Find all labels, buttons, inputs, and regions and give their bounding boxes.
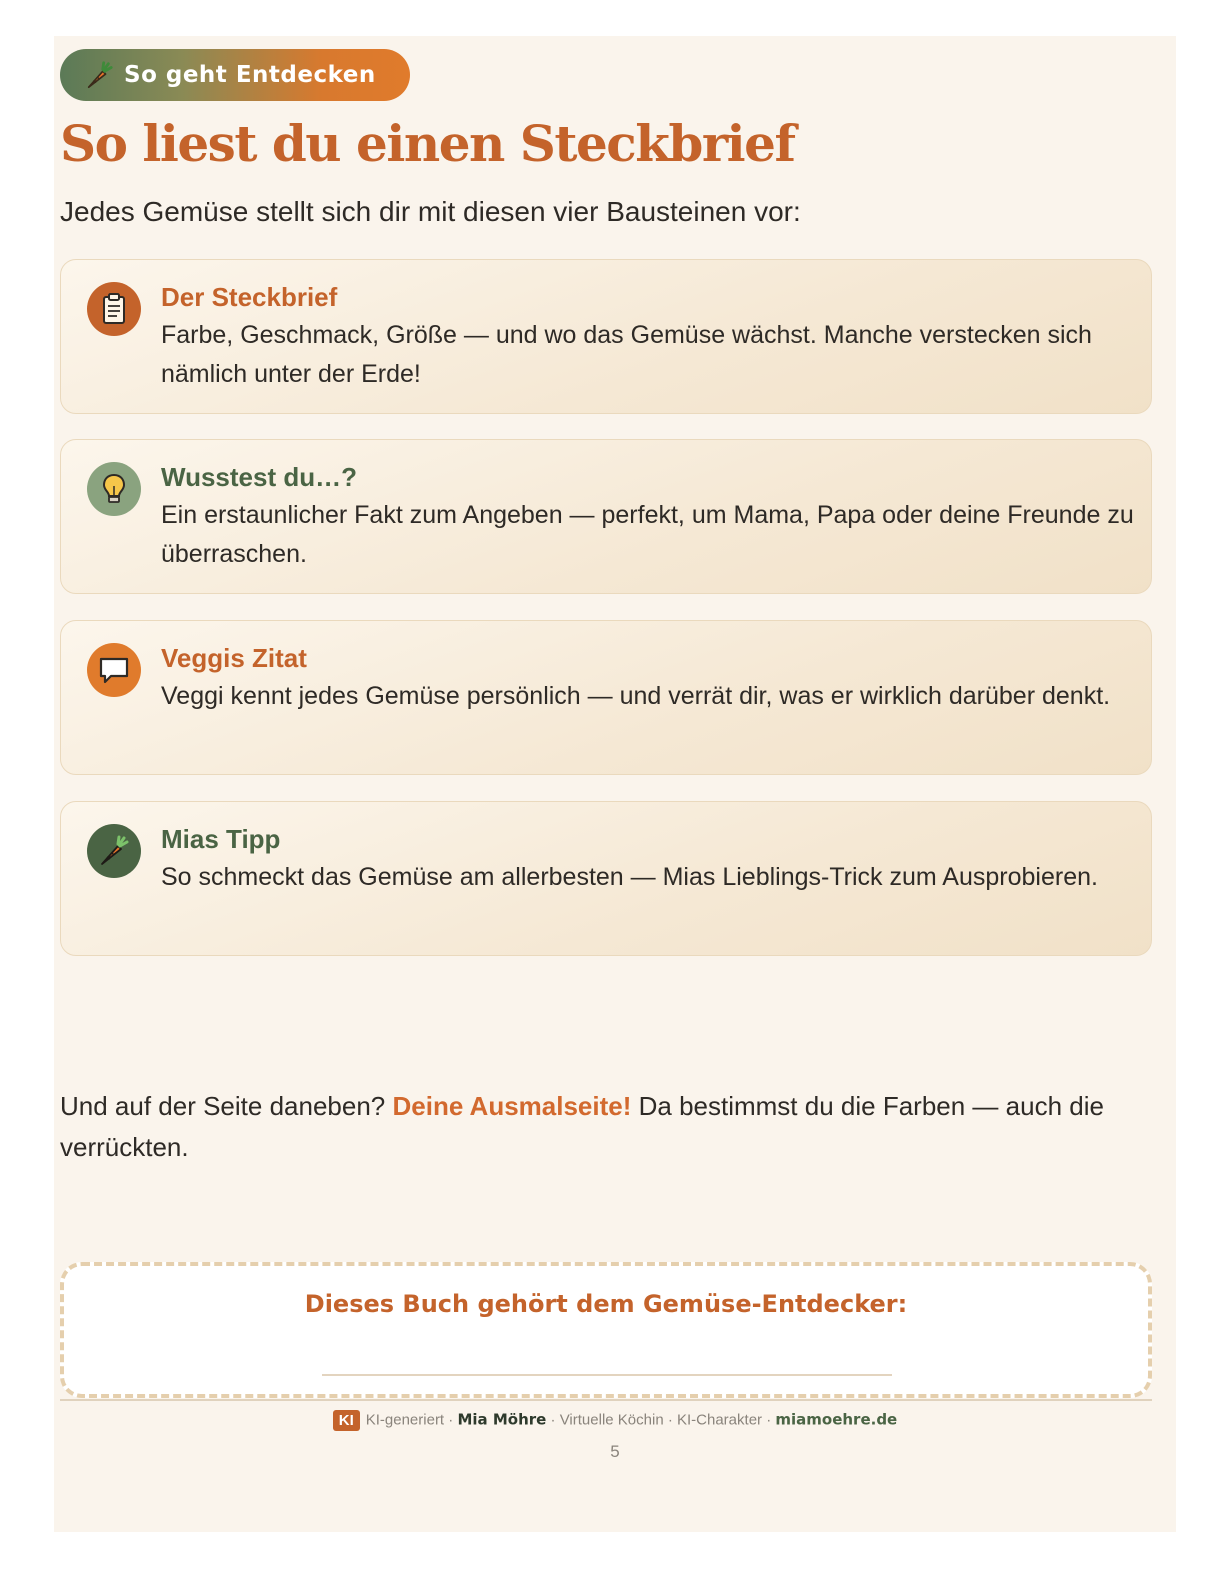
card-title: Mias Tipp	[161, 824, 281, 854]
ki-badge: KI	[333, 1410, 360, 1431]
card-veggis-zitat	[60, 620, 1152, 775]
card-body: Veggi kennt jedes Gemüse persönlich — und verrät dir, was er wirklich darüber denkt.	[161, 682, 1111, 710]
section-pill	[60, 49, 410, 101]
card-badge	[87, 282, 141, 336]
speech-bubble-icon	[97, 653, 131, 687]
footer	[54, 1410, 1176, 1431]
card-body: Ein erstaunlicher Fakt zum Angeben — perfekt, um Mama, Papa oder deine Freunde zu überraschen.	[161, 501, 1134, 568]
lightbulb-icon	[97, 472, 131, 506]
note-highlight: Deine Ausmalseite!	[392, 1091, 632, 1121]
card-mias-tipp	[60, 801, 1152, 956]
footer-role: Virtuelle Köchin	[559, 1411, 664, 1429]
intro-text: Jedes Gemüse stellt sich dir mit diesen vier Bausteinen vor:	[60, 196, 801, 227]
footer-separator: ·	[444, 1411, 458, 1429]
footer-site-link[interactable]: miamoehre.de	[775, 1410, 898, 1429]
owner-box	[60, 1262, 1152, 1398]
card-badge	[87, 462, 141, 516]
note-text-after: Da bestimmst du die Farben — auch die verrückten.	[60, 1091, 1104, 1162]
card-steckbrief	[60, 259, 1152, 414]
page-title: So liest du einen Steckbrief	[60, 114, 795, 173]
page-number: 5	[610, 1442, 620, 1461]
footer-character: KI-Charakter	[677, 1411, 763, 1429]
footer-divider	[60, 1399, 1152, 1401]
card-badge	[87, 643, 141, 697]
footer-separator: ·	[663, 1411, 677, 1429]
card-title: Der Steckbrief	[161, 282, 338, 312]
footer-separator: ·	[762, 1411, 776, 1429]
section-pill-label: So geht Entdecken	[124, 62, 376, 88]
footer-separator: ·	[546, 1411, 560, 1429]
note-text-before: Und auf der Seite daneben?	[60, 1091, 393, 1121]
carrot-icon	[97, 834, 131, 868]
owner-name-line[interactable]	[322, 1374, 892, 1376]
footer-generated: KI-generiert	[365, 1411, 445, 1429]
card-title: Wusstest du…?	[161, 462, 357, 492]
owner-box-title: Dieses Buch gehört dem Gemüse-Entdecker:	[304, 1290, 908, 1318]
footer-name: Mia Möhre	[457, 1410, 547, 1429]
card-wusstest-du	[60, 439, 1152, 594]
clipboard-icon	[97, 292, 131, 326]
card-title: Veggis Zitat	[161, 643, 307, 673]
card-badge	[87, 824, 141, 878]
page	[54, 36, 1176, 1532]
carrot-icon	[84, 60, 114, 90]
card-body: So schmeckt das Gemüse am allerbesten — Mias Lieblings-Trick zum Ausprobieren.	[161, 863, 1098, 891]
card-body: Farbe, Geschmack, Größe — und wo das Gemüse wächst. Manche verstecken sich nämlich unter der Erde!	[161, 321, 1092, 388]
coloring-page-note	[60, 1086, 1150, 1168]
